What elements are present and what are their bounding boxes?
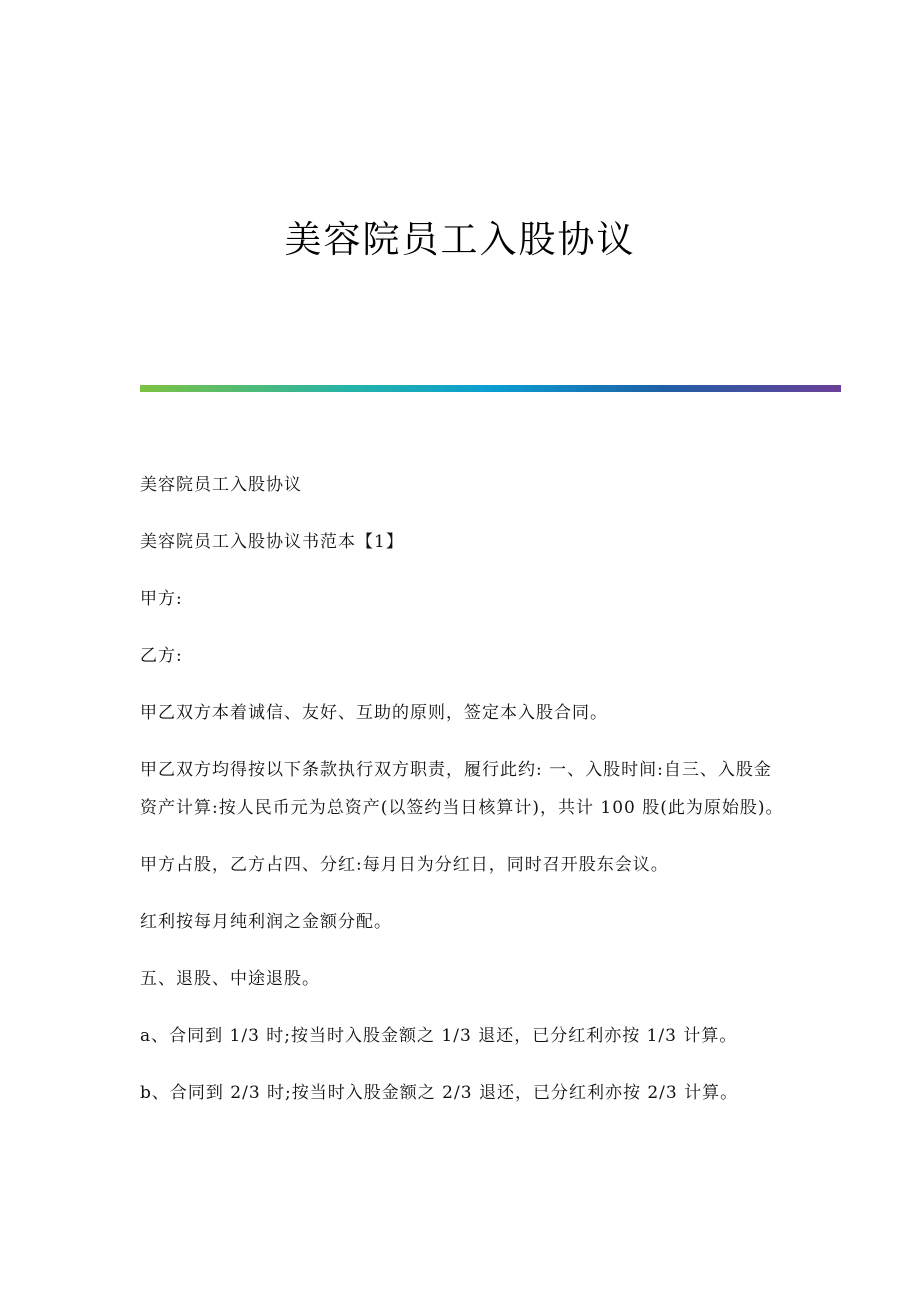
paragraph-clause-a: a、合同到 1/3 时;按当时入股金额之 1/3 退还，已分红利亦按 1/3 计算。 — [140, 1026, 738, 1046]
paragraph-party-a: 甲方: — [140, 589, 183, 609]
paragraph-heading: 美容院员工入股协议 — [140, 475, 302, 495]
paragraph-subheading: 美容院员工入股协议书范本【1】 — [140, 532, 404, 552]
page-title: 美容院员工入股协议 — [284, 218, 636, 261]
paragraph-profit: 红利按每月纯利润之金额分配。 — [140, 912, 392, 932]
paragraph-party-b: 乙方: — [140, 646, 183, 666]
paragraph-withdrawal: 五、退股、中途退股。 — [140, 969, 320, 989]
title-divider — [140, 385, 841, 392]
document-body — [140, 466, 785, 1131]
paragraph-principle: 甲乙双方本着诚信、友好、互助的原则，签定本入股合同。 — [140, 703, 608, 723]
paragraph-terms: 甲乙双方均得按以下条款执行双方职责，履行此约: 一、入股时间:自三、入股金资产计算:按人民币元为总资产(以签约当日核算计)，共计 100 股(此为原始股)。 — [140, 760, 784, 818]
paragraph-dividend: 甲方占股，乙方占四、分红:每月日为分红日，同时召开股东会议。 — [140, 855, 669, 875]
paragraph-clause-b: b、合同到 2/3 时;按当时入股金额之 2/3 退还，已分红利亦按 2/3 计算。 — [140, 1083, 739, 1103]
